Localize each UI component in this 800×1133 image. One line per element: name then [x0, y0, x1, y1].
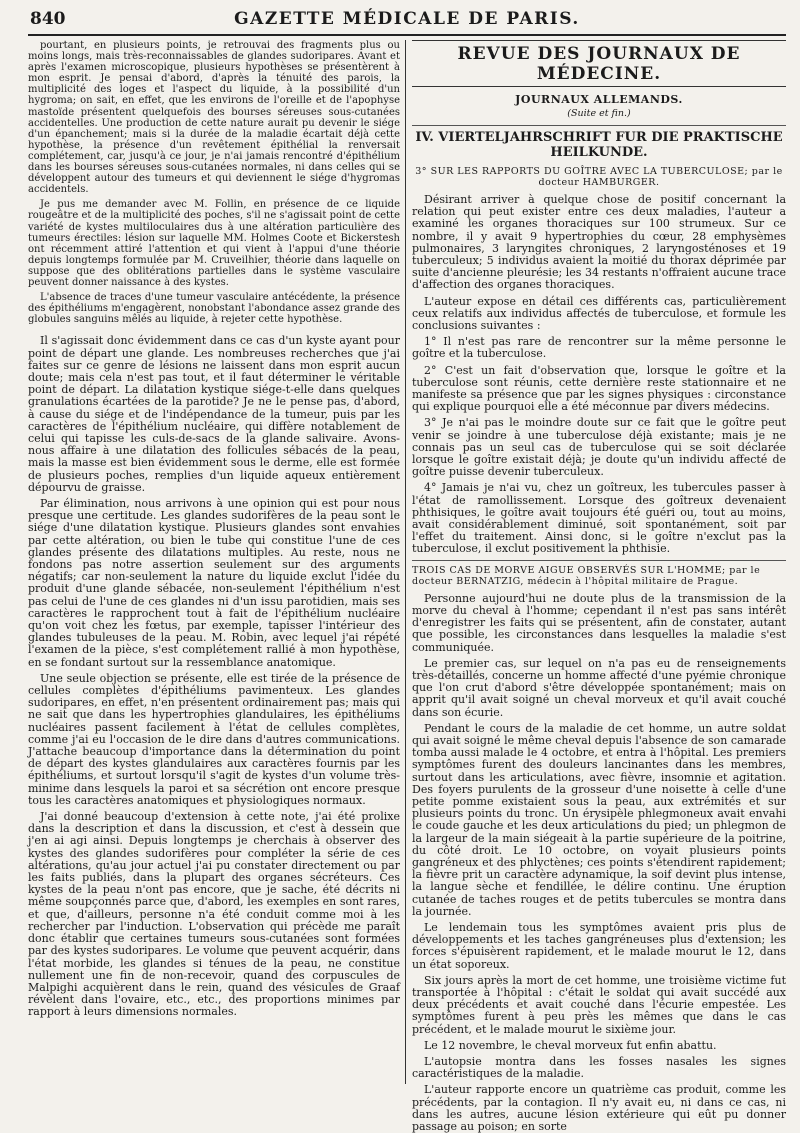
- body-paragraph: 2° C'est un fait d'observation que, lorsque le goître et la tuberculose sont réunis, cette dernière reste stationnaire et ne manifeste sa présence que par les signes physiques : circonstance qui explique pourquoi elle a été méconnue par divers médecins.: [412, 363, 786, 414]
- body-paragraph: L'autopsie montra dans les fosses nasales les signes caractéristiques de la maladie.: [412, 1055, 786, 1081]
- small-paragraph: Je pus me demander avec M. Follin, en présence de ce liquide rougeâtre et de la multiplicité des poches, s'il ne s'agissait point de cette variété de kystes multiloculaires dus à une altération particulière des tumeurs érectiles: lésion sur laquelle MM. Holmes Coote et Bickerstesh ont récemment attiré l'attention et qui vient à l'appui d'une théorie depuis longtemps formulée par M. Cruveilhier, théorie dans laquelle on suppose que des oblitérations partielles dans le système vasculaire peuvent donner naissance à des kystes.: [28, 199, 400, 288]
- body-paragraph: L'auteur expose en détail ces différents cas, particulièrement ceux relatifs aux individus affectés de tuberculose, et formule les conclusions suivantes :: [412, 294, 786, 333]
- body-paragraph: Le 12 novembre, le cheval morveux fut enfin abattu.: [424, 1038, 717, 1052]
- small-paragraph: pourtant, en plusieurs points, je retrouvai des fragments plus ou moins longs, mais très-reconnaissables de glandes sudoripares. Avant et après l'examen microscopique, plusieurs hypothèses se présentèrent à mon esprit. Je pensai d'abord, d'après la ténuité des parois, la multiplicité des loges et l'aspect du liquide, à la possibilité d'un hygroma; on sait, en effet, que les environs de l'oreille et de l'apophyse mastoïde présentent quelquefois des bourses séreuses sous-cutanées accidentelles. Une production de cette nature aurait pu devenir le siége d'un épanchement; mais si la durée de la maladie écartait déjà cette hypothèse, la présence d'un revêtement épithélial la renversait complétement, car, jusqu'à ce jour, je n'ai jamais rencontré d'épithélium dans les bourses séreuses sous-cutanées normales, ni dans celles qui se développent autour des tumeurs et qui deviennent le siége d'hygromas accidentels.: [28, 40, 400, 196]
- body-paragraph: Le lendemain tous les symptômes avaient pris plus de développements et les taches gangréneuses plus d'extension; les forces s'épuisèrent rapidement, et le malade mourut le 12, dans un état soporeux.: [412, 920, 786, 971]
- body-paragraph: Une seule objection se présente, elle est tirée de la présence de cellules complètes d'épithéliums pavimenteux. Les glandes sudoripares, en effet, n'en présentent ordinairement pas; mais qui ne sait que dans les hypertrophies glandulaires, les épithéliums nucléaires passent facilement à l'état de cellules complètes, comme j'ai eu l'occasion de le dire dans d'autres communications. J'attache beaucoup d'importance dans la détermination du point de départ des kystes glandulaires aux caractères fournis par les épithéliums, et surtout lorsqu'il s'agit de kystes d'un volume très-minime dans lesquels la paroi et sa sécrétion ont encore presque tous les caractères anatomiques et physiologiques normaux.: [28, 671, 400, 807]
- body-paragraph: Par élimination, nous arrivons à une opinion qui est pour nous presque une certitude. Les glandes sudorifères de la peau sont le siége d'une dilatation kystique. Plusieurs glandes sont envahies par cette altération, ou bien le tube qui constitue l'une de ces glandes présente des dilatations multiples. Au reste, nous ne fondons pas notre assertion seulement sur des arguments négatifs; car non-seulement la nature du liquide exclut l'idée du produit d'une glande sébacée, non-seulement l'épithélium n'est pas celui de l'une de ces glandes ni d'un issu parotidien, mais ses caractères le rapprochent tout à fait de l'épithélium nucléaire qu'on voit chez les fœtus, par exemple, tapisser l'intérieur des glandes tubuleuses de la peau. M. Robin, avec lequel j'ai répété l'examen de la pièce, s'est complétement rallié à mon hypothèse, en se fondant surtout sur la ressemblance anatomique.: [28, 496, 400, 669]
- review-title: REVUE DES JOURNAUX DE MÉDECINE.: [412, 40, 786, 87]
- page-number: 840: [30, 9, 66, 29]
- body-paragraph: Désirant arriver à quelque chose de positif concernant la relation qui peut exister entre ces deux maladies, l'auteur a examiné les organes thoraciques sur 100 strumeux. Sur ce nombre, il y avait 9 hypertrophies du cœur, 28 emphysèmes pulmonaires, 3 laryngites chroniques, 2 laryngosténoses et 19 tuberculeux; 5 individus avaient la moitié du thorax déprimée par suite d'ancienne pleurésie; les 34 restants n'offraient aucune trace d'affection des organes thoraciques.: [412, 193, 786, 292]
- subsection-title: JOURNAUX ALLEMANDS.: [515, 93, 683, 106]
- body-paragraph: 1° Il n'est pas rare de rencontrer sur la même personne le goître et la tuberculose.: [412, 335, 786, 361]
- journal-title: GAZETTE MÉDICALE DE PARIS.: [234, 9, 580, 29]
- body-paragraph: J'ai donné beaucoup d'extension à cette note, j'ai été prolixe dans la description et dans la discussion, et c'est à dessein que j'en ai agi ainsi. Depuis longtemps je cherchais à observer des kystes des glandes sudorifères pour compléter la série de ces altérations, qu'au jour actuel j'ai pu constater directement ou par les faits publiés, dans la plupart des organes sécréteurs. Ces kystes de la peau n'ont pas encore, que je sache, été décrits ni même soupçonnés parce que, d'abord, les exemples en sont rares, et que, d'ailleurs, personne n'a été conduit comme moi à les rechercher par l'induction. L'observation qui précède me paraît donc établir que certaines tumeurs sous-cutanées sont formées par des kystes sudoripares. Le volume que peuvent acquérir, dans l'état morbide, les glandes si ténues de la peau, ne constitue nullement une fin de non-recevoir, quand des corpuscules de Malpighi acquièrent dans le rein, quand des vésicules de Graaf révèlent dans l'ovaire, etc., etc., des proportions minimes par rapport à leurs dimensions normales.: [28, 810, 400, 1019]
- body-paragraph: Le premier cas, sur lequel on n'a pas eu de renseignements très-détaillés, concerne un homme affecté d'une pyémie chronique que l'on crut d'abord s'être développée spontanément; mais on apprit qu'il avait soigné un cheval morveux et qu'il avait couché dans son écurie.: [412, 656, 786, 719]
- body-paragraph: L'auteur rapporte encore un quatrième cas produit, comme les précédents, par la contagion. Il n'y avait eu, ni dans ce cas, ni dans les autres, aucune lésion extérieure qui eût pu donner passage au poison; en sorte: [412, 1083, 786, 1133]
- body-paragraph: Six jours après la mort de cet homme, une troisième victime fut transportée à l'hôpital : c'était le soldat qui avait succédé aux deux précédents et avait couché dans l'écurie empestée. Les symptômes furent à peu près les mêmes que dans le cas précédent, et le malade mourut le sixième jour.: [412, 973, 786, 1036]
- page-header: [28, 6, 786, 36]
- small-paragraph: L'absence de traces d'une tumeur vasculaire antécédente, la présence des épithéliums m'engagèrent, nonobstant l'abondance assez grande des globules sanguins mêlés au liquide, à rejeter cette hypothèse.: [28, 292, 400, 326]
- section-title: IV. VIERTELJAHRSCHRIFT FUR DIE PRAKTISCHE HEILKUNDE.: [412, 125, 786, 160]
- continued-observation: [28, 40, 400, 325]
- body-paragraph: Il s'agissait donc évidemment dans ce cas d'un kyste ayant pour point de départ une glande. Les nombreuses recherches que j'ai faites sur ce genre de lésions ne laissent dans mon esprit aucun doute; mais cela n'est pas tout, et il faut déterminer le véritable point de départ. La dilatation kystique siége-t-elle dans quelques granulations écartées de la parotide? Je ne le pense pas, d'abord, à cause du siége et de l'indépendance de la tumeur, puis par les caractères de l'épithélium nucléaire, qui diffère notablement de celui qui tapisse les culs-de-sacs de la glande salivaire. Avons-nous affaire à une dilatation des follicules sébacés de la peau, mais la masse est bien évidemment sous le derme, elle est formée de plusieurs poches, remplies d'un liquide aqueux entièrement dépourvu de graisse.: [28, 334, 400, 494]
- body-paragraph: 4° Jamais je n'ai vu, chez un goîtreux, les tubercules passer à l'état de ramollissement. Lorsque des goîtreux devenaient phthisiques, le goître avait toujours été guéri ou, tout au moins, avait considérablement diminué, soit spontanément, soit par l'effet du traitement. Ainsi donc, si le goître n'exclut pas la tuberculose, il exclut positivement la phthisie.: [412, 481, 786, 556]
- suite-note: (Suite et fin.): [567, 108, 631, 119]
- left-column: [28, 40, 400, 1086]
- column-divider: [405, 40, 406, 1084]
- body-paragraph: 3° Je n'ai pas le moindre doute sur ce fait que le goître peut venir se joindre à une tuberculose déjà existante; mais je ne connais pas un seul cas de tuberculose qui se soit déclarée lorsque le goître existait déjà; je doute qu'un individu affecté de goître puisse devenir tuberculeux.: [412, 416, 786, 479]
- body-paragraph: Pendant le cours de la maladie de cet homme, un autre soldat qui avait soigné le même cheval depuis l'absence de son camarade tomba aussi malade le 4 octobre, et entra à l'hôpital. Les premiers symptômes furent des douleurs lancinantes dans les membres, surtout dans les articulations, avec fièvre, insomnie et agitation. Des foyers purulents de la grosseur d'une noisette à celle d'une petite pomme existaient sous la peau, aux extrémités et sur plusieurs points du tronc. Un érysipèle phlegmoneux avait envahi le coude gauche et les deux articulations du pied; un phlegmon de la largeur de la main siégeait à la partie supérieure de la poitrine, du côté droit. Le 10 octobre, on voyait plusieurs points gangréneux et des phlyctènes; ces points s'étendirent rapidement; la fièvre prit un caractère adynamique, la soif devint plus intense, la langue sèche et fendillée, le délire continu. Une éruption cutanée de taches rouges et de petits tubercules se montra dans la journée.: [412, 721, 786, 918]
- article-title: 3° SUR LES RAPPORTS DU GOÎTRE AVEC LA TUBERCULOSE; par le docteur HAMBURGER.: [415, 166, 783, 188]
- body-paragraph: Personne aujourd'hui ne doute plus de la transmission de la morve du cheval à l'homme; cependant il n'est pas sans intérêt d'enregistrer les faits qui se présentent, afin de constater, autant que possible, les circonstances dans lesquelles la maladie s'est communiquée.: [412, 591, 786, 654]
- article-title: TROIS CAS DE MORVE AIGUE OBSERVÉS SUR L'HOMME; par le docteur BERNATZIG, médecin à l'hôpital militaire de Prague.: [412, 560, 786, 587]
- right-column: [412, 40, 786, 1133]
